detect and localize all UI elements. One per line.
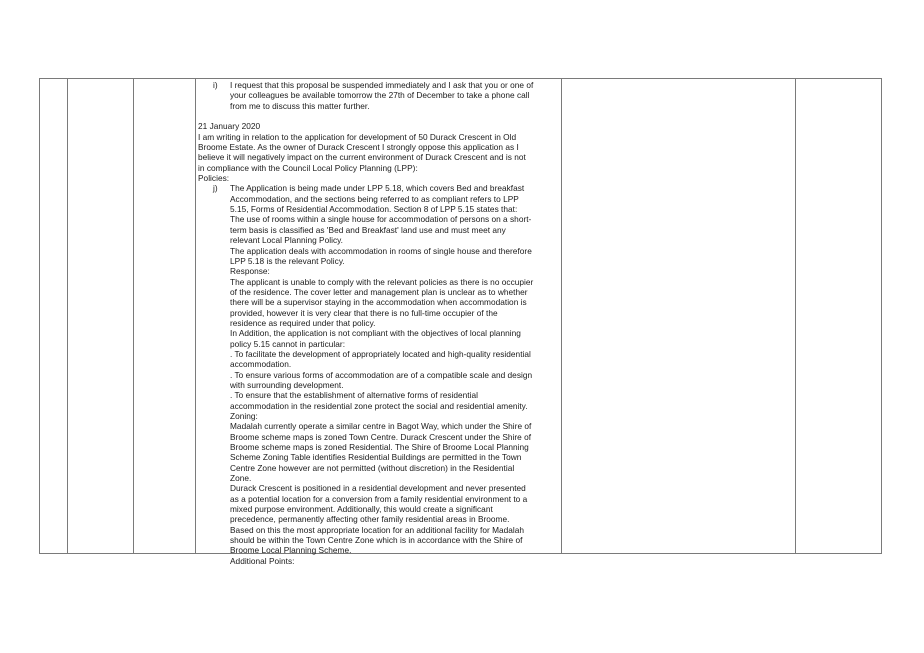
submissions-table [39,78,882,566]
text-line: Scheme Zoning Table identifies Residential Buildings are permitted in the Town [230,452,522,463]
text-line: Zoning: [230,411,258,421]
list-item-i [198,80,558,111]
text-line: Durack Crescent is positioned in a residential development and never presented [230,483,526,494]
text-line: mixed purpose environment. Additionally, this would create a significant [230,504,493,515]
table-column-border [795,78,796,554]
text-line: Madalah currently operate a similar centre in Bagot Way, which under the Shire of [230,421,532,432]
text-line: The application deals with accommodation in rooms of single house and therefore [230,245,532,256]
text-line: . To ensure that the establishment of alternative forms of residential [230,390,478,401]
text-line: Broome scheme maps is zoned Town Centre. Durack Crescent under the Shire of [230,431,532,442]
text-line: of the residence. The cover letter and management plan is unclear as to whether [230,286,528,297]
text-line: I am writing in relation to the application for development of 50 Durack Crescent in Old [198,131,517,142]
text-line: in compliance with the Council Local Policy Planning (LPP): [198,162,418,173]
text-line: from me to discuss this matter further. [230,100,370,111]
text-line: with surrounding development. [230,379,344,390]
list-item-j [198,183,558,566]
letter-date: 21 January 2020 [198,121,261,132]
text-line: should be within the Town Centre Zone which is in accordance with the Shire of [230,535,523,546]
submission-text-cell [198,80,558,566]
table-column-border [39,78,40,554]
text-line: Additional Points: [230,555,295,566]
text-line: provided, however it is very clear that there is no full-time occupier of the [230,307,498,318]
text-line: Response: [230,266,270,277]
item-j-text [230,183,558,566]
text-line: Broome Local Planning Scheme. [230,545,352,556]
table-column-border [881,78,882,554]
list-marker: j) [213,183,218,194]
text-line: Zone. [230,473,252,484]
letter-intro [198,132,558,173]
table-column-border [195,78,196,554]
text-line: accommodation. [230,359,292,370]
text-line: there will be a supervisor staying in the accommodation when accommodation is [230,297,527,308]
list-marker: i) [213,80,218,90]
text-line: The Application is being made under LPP 5.18, which covers Bed and breakfast [230,183,525,194]
text-line: precedence, permanently affecting other family residential areas in Broome. [230,514,510,525]
text-line: Based on this the most appropriate location for an additional facility for Madalah [230,524,525,535]
table-column-border [67,78,68,554]
item-i-text [230,80,558,111]
text-line: term basis is classified as 'Bed and Breakfast' land use and must meet any [230,224,506,235]
text-line: believe it will negatively impact on the current environment of Durack Crescent and is not [198,152,526,163]
text-line: as a potential location for a conversion from a family residential environment to a [230,493,528,504]
spacer [198,111,558,121]
text-line: residence as required under that policy. [230,317,376,328]
table-column-border [561,78,562,554]
text-line: relevant Local Planning Policy. [230,235,344,246]
text-line: The applicant is unable to comply with the relevant policies as there is no occupier [230,276,534,287]
text-line: LPP 5.18 is the relevant Policy. [230,255,345,266]
text-line: accommodation in the residential zone protect the social and residential amenity. [230,400,528,411]
text-line: Centre Zone however are not permitted (without discretion) in the Residential [230,462,515,473]
text-line: . To facilitate the development of appropriately located and high-quality residential [230,348,531,359]
text-line: In Addition, the application is not compliant with the objectives of local planning [230,328,521,339]
text-line: The use of rooms within a single house for accommodation of persons on a short- [230,214,532,225]
text-line: Accommodation, and the sections being referred to as compliant refers to LPP [230,193,519,204]
text-line: I request that this proposal be suspended immediately and I ask that you or one of [230,80,534,90]
table-column-border [133,78,134,554]
text-line: Broome Estate. As the owner of Durack Crescent I strongly oppose this application as I [198,142,519,153]
text-line: Broome scheme maps is zoned Residential. The Shire of Broome Local Planning [230,442,529,453]
text-line: 5.15, Forms of Residential Accommodation. Section 8 of LPP 5.15 states that: [230,204,518,215]
text-line: . To ensure various forms of accommodation are of a compatible scale and design [230,369,533,380]
table-top-border [39,78,882,79]
text-line: your colleagues be available tomorrow the 27th of December to take a phone call [230,90,530,101]
text-line: policy 5.15 cannot in particular: [230,338,346,349]
policies-heading: Policies: [198,173,230,184]
